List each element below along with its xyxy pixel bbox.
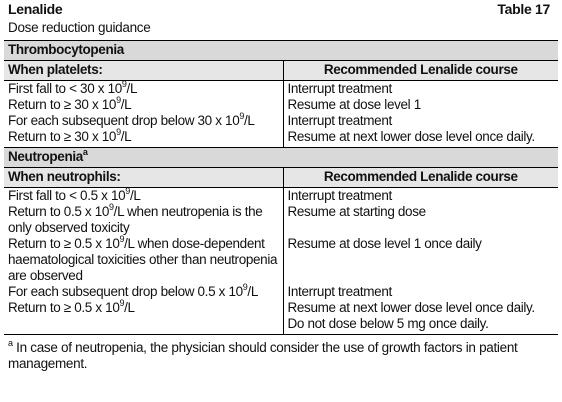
column-header-condition: When neutrophils: [4,168,283,188]
table-header [4,0,558,40]
table-subtitle: Dose reduction guidance [8,20,151,35]
table-row [4,97,558,113]
dose-reduction-table [4,40,558,335]
course-cell: Resume at dose level 1 once daily [283,236,558,284]
section-title: Thrombocytopenia [4,41,558,61]
course-cell: Interrupt treatment [283,113,558,129]
condition-cell: First fall to < 0.5 x $10^9/L$ [8,186,141,203]
column-header-row [4,168,558,188]
column-header-row [4,61,558,81]
course-cell: Resume at starting dose [283,204,558,236]
course-cell: Resume at next lower dose level once daily. [283,129,558,148]
table-row [4,236,558,284]
condition-cell: First fall to < 30 x $10^9/L$ [8,79,138,96]
table-row [4,204,558,236]
condition-cell: Return to 0.5 x $10^9/L$ when neutropenia is the only observed toxicity [8,202,263,235]
table-row [4,113,558,129]
column-header-course: Recommended Lenalide course [283,168,558,188]
condition-cell: For each subsequent drop below 30 x $10^9/L$ [8,111,255,128]
table-row [4,129,558,148]
course-cell: Interrupt treatment [283,284,558,300]
drug-title: Lenalide [8,1,63,17]
section-title: Neutropenia$^a$ [4,148,558,168]
course-cell: Interrupt treatment [283,81,558,98]
section-header-thrombocytopenia [4,41,558,61]
table-footnote: $^a$ In case of neutropenia, the physician should consider the use of growth factors in patient management. [8,338,518,371]
table-row [4,300,558,335]
column-header-course: Recommended Lenalide course [283,61,558,81]
condition-cell: Return to ≥ 30 x $10^9/L$ [8,95,132,112]
course-cell: Resume at dose level 1 [283,97,558,113]
course-cell: Interrupt treatment [283,188,558,205]
condition-cell: Return to ≥ 0.5 x $10^9/L$ [4,300,283,335]
table-row [4,81,558,98]
course-cell: Resume at next lower dose level once daily. Do not dose below 5 mg once daily. [283,300,558,335]
table-row [4,188,558,205]
condition-cell: For each subsequent drop below 0.5 x $10^9/L$ [8,282,258,299]
condition-cell: Return to ≥ 0.5 x $10^9/L$ when dose-dependent haematological toxicities other than neutropenia are observed [8,234,278,283]
table-number: Table 17 [497,1,550,17]
condition-cell: Return to ≥ 30 x $10^9/L$ [4,129,283,148]
table-row [4,284,558,300]
column-header-condition: When platelets: [4,61,283,81]
section-header-neutropenia [4,148,558,168]
